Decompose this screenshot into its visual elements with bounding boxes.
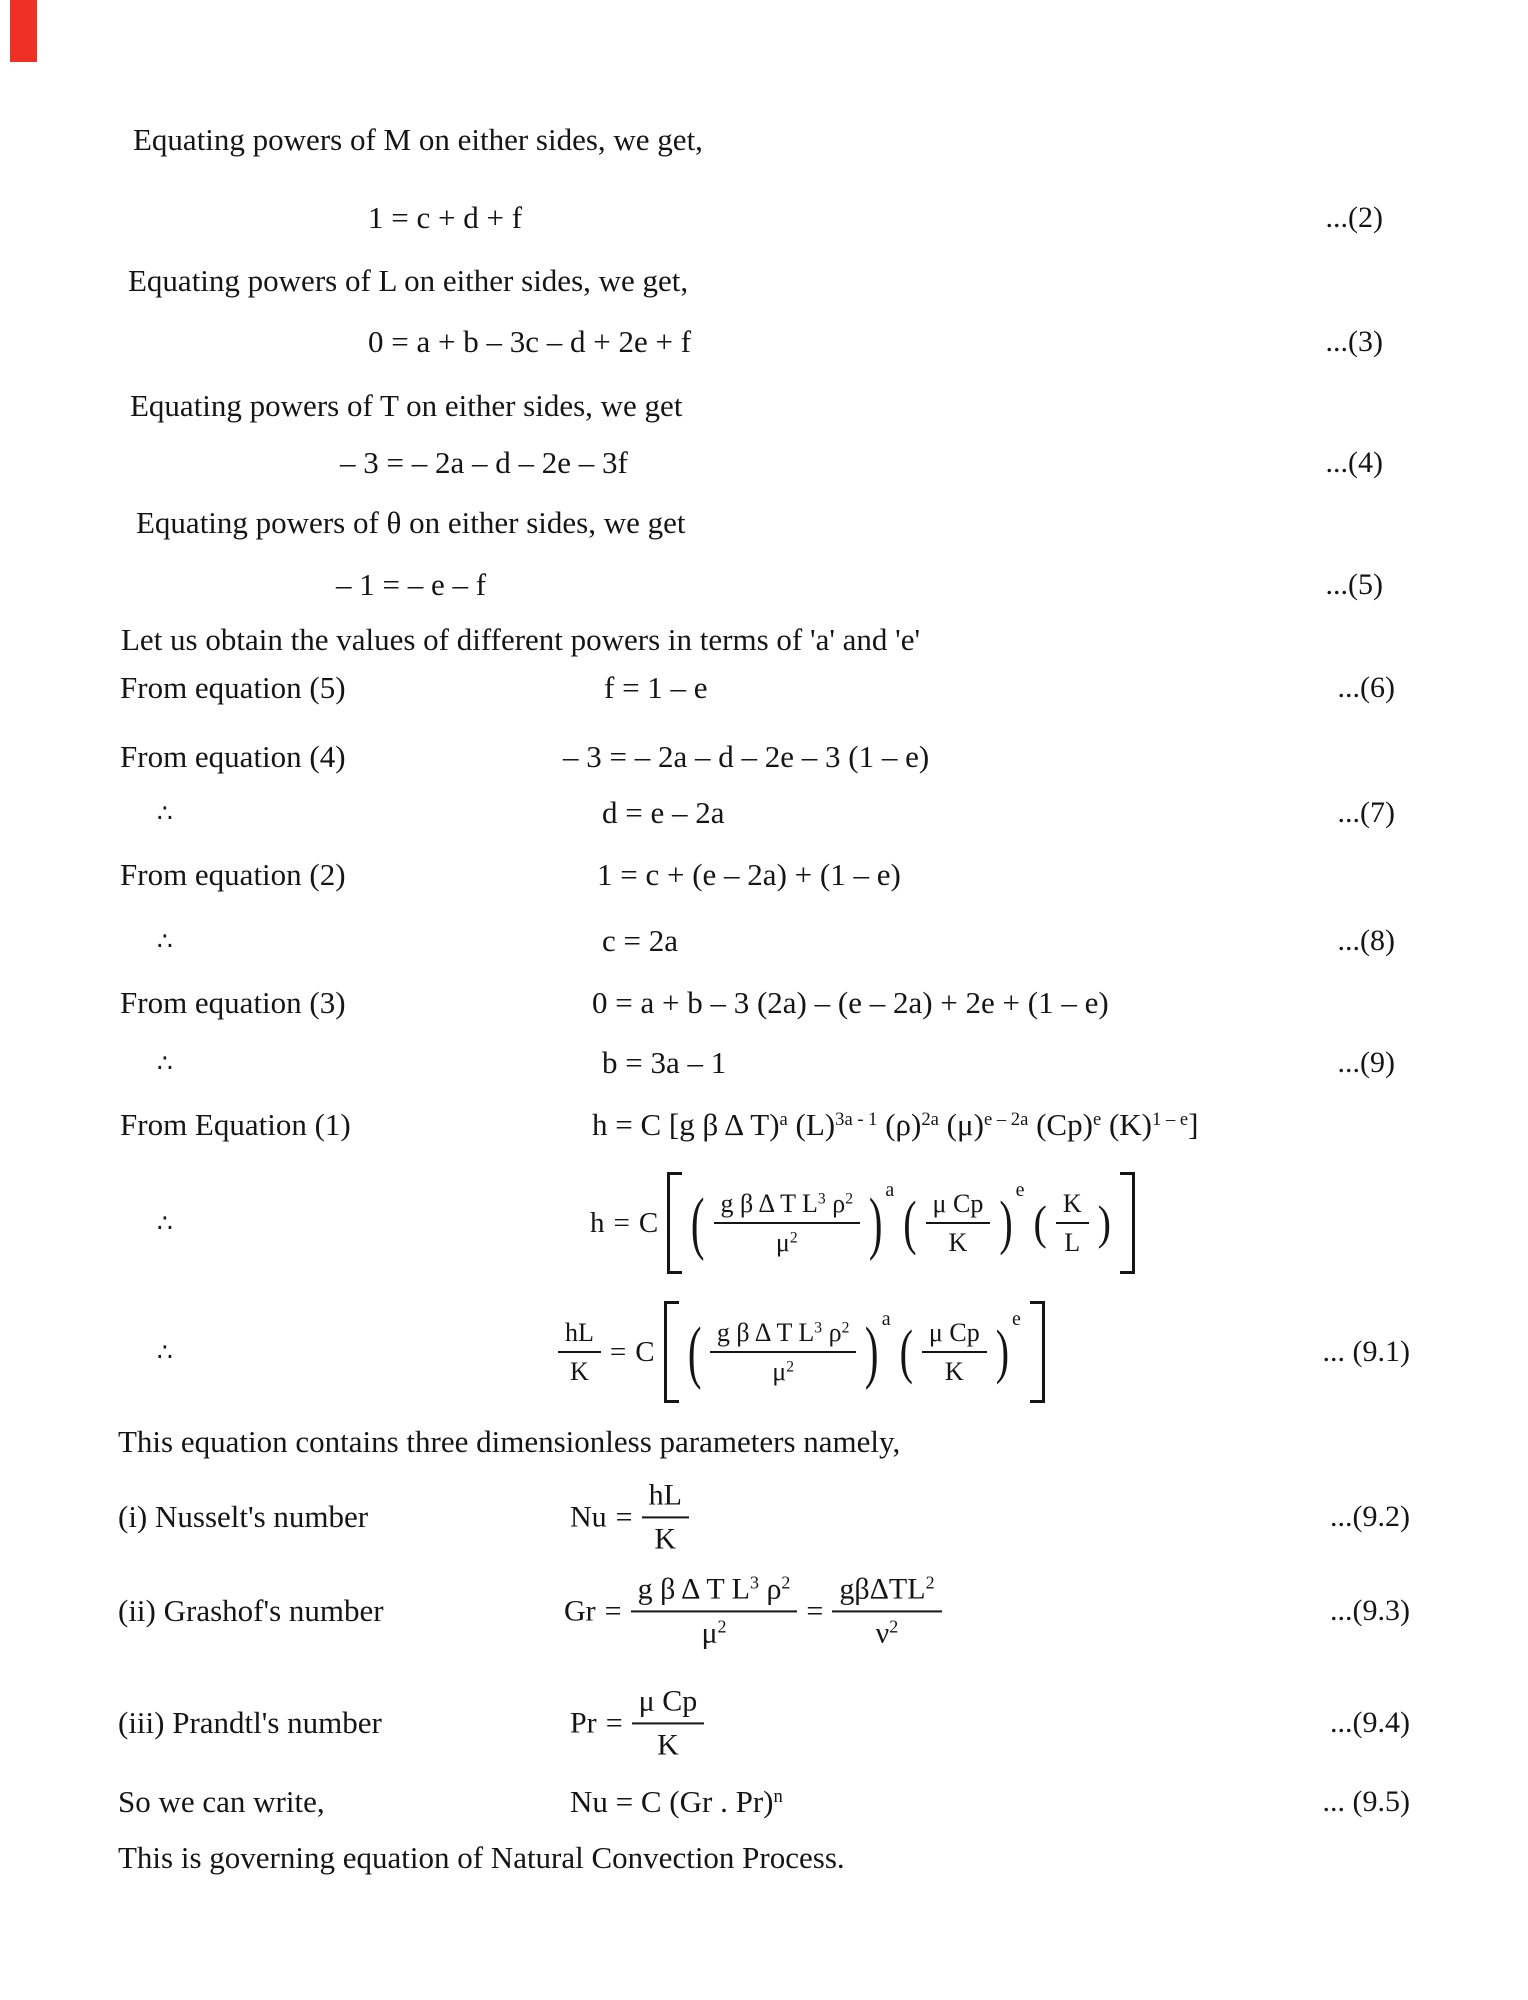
equation-line-3 — [0, 320, 1528, 364]
therefore-symbol: ∴ — [157, 798, 173, 828]
derivation-line — [0, 853, 1528, 897]
fraction: $\frac{g \beta \Delta T L^3 \rho^2}{\mu^2}$ — [714, 1189, 860, 1257]
equation-source-label: From equation (3) — [120, 985, 346, 1020]
square-bracket — [664, 1301, 679, 1403]
equation-number: ...(3) — [1325, 325, 1383, 358]
equation: – 1 = – e – f — [336, 567, 487, 602]
fraction: $\frac{g \beta \Delta T L^3 \rho^2}{\mu^2}$ — [710, 1318, 856, 1386]
equation: Nu = $\frac{hL}{K}$ — [570, 1478, 689, 1555]
body-text: Equating powers of M on either sides, we get, — [133, 122, 703, 157]
therefore-symbol: ∴ — [157, 1337, 173, 1367]
therefore-symbol: ∴ — [157, 926, 173, 956]
body-text: Equating powers of T on either sides, we get — [130, 388, 683, 423]
text-line — [0, 1836, 1528, 1880]
square-bracket — [667, 1172, 682, 1274]
text-line — [0, 501, 1528, 545]
text-line — [0, 118, 1528, 162]
equation: Gr = $\frac{g \beta \Delta T L^3 \rho^2}{\mu^2}$ = $\frac{g\beta\Delta TL^2}{\nu^2}$ — [564, 1572, 942, 1649]
fraction: $\frac{K}{L}$ — [1056, 1189, 1089, 1257]
equation-line-9-4 — [0, 1682, 1528, 1764]
equation: $\frac{hL}{K}$ = C ( $\frac{g \beta \Delta T L^3 \rho^2}{\mu^2}$ ) a ( $\frac{\text{μ Cp}}{K}$ ) e — [558, 1301, 1045, 1403]
equation: 0 = a + b – 3 (2a) – (e – 2a) + 2e + (1 – e) — [592, 985, 1109, 1020]
therefore-symbol: ∴ — [157, 1048, 173, 1078]
equation: 1 = c + (e – 2a) + (1 – e) — [597, 857, 901, 892]
text-line — [0, 618, 1528, 662]
fraction: $\frac{hL}{K}$ — [642, 1478, 689, 1555]
fraction: $\frac{g \beta \Delta T L^3 \rho^2}{\mu^2}$ — [631, 1572, 798, 1649]
equation-number: ...(8) — [1337, 924, 1395, 957]
equation-line-9-5 — [0, 1780, 1528, 1824]
equation: Nu = C (Gr . Pr)$^n$ — [570, 1784, 783, 1819]
equation-line-2 — [0, 196, 1528, 240]
parameter-label: (iii) Prandtl's number — [118, 1705, 382, 1740]
equation: h = C [g β Δ T)$^a$ $(L)^{3a - 1}$ $(\rho)^{2a}$ $(\mu)^{e - 2a}$ $(Cp)^e$ $(K)^{1 - e}$] — [592, 1107, 1199, 1142]
body-text: This is governing equation of Natural Convection Process. — [118, 1840, 845, 1875]
body-text: This equation contains three dimensionless parameters namely, — [118, 1424, 901, 1459]
equation: 0 = a + b – 3c – d + 2e + f — [368, 324, 692, 359]
text-line — [0, 1420, 1528, 1464]
body-text: Let us obtain the values of different powers in terms of 'a' and 'e' — [121, 622, 921, 657]
equation: – 3 = – 2a – d – 2e – 3f — [340, 445, 628, 480]
therefore-symbol: ∴ — [157, 1208, 173, 1238]
text-line — [0, 259, 1528, 303]
equation-number: ...(2) — [1325, 201, 1383, 234]
equation-source-label: From equation (4) — [120, 739, 346, 774]
equation: b = 3a – 1 — [602, 1045, 727, 1080]
equation-number: ...(9) — [1337, 1046, 1395, 1079]
red-scan-mark — [10, 0, 37, 62]
fraction: $\frac{\text{μ Cp}}{K}$ — [632, 1684, 705, 1761]
fraction: $\frac{hL}{K}$ — [558, 1318, 601, 1386]
equation-number: ... (9.5) — [1322, 1785, 1410, 1818]
equation-source-label: From Equation (1) — [120, 1107, 351, 1142]
equation: 1 = c + d + f — [368, 200, 523, 235]
equation-source-label: From equation (5) — [120, 670, 346, 705]
equation: f = 1 – e — [604, 670, 708, 705]
body-text: Equating powers of θ on either sides, we get — [136, 505, 686, 540]
square-bracket — [1030, 1301, 1045, 1403]
equation-source-label: From equation (2) — [120, 857, 346, 892]
parameter-label: (i) Nusselt's number — [118, 1499, 369, 1534]
equation: h = C ( $\frac{g \beta \Delta T L^3 \rho^2}{\mu^2}$ ) a ( $\frac{\text{μ Cp}}{K}$ ) e ( $\frac{K}{L}$ ) — [590, 1172, 1135, 1274]
equation-number: ...(7) — [1337, 796, 1395, 829]
equation-line-8 — [0, 919, 1528, 963]
equation-number: ... (9.1) — [1322, 1335, 1410, 1368]
fraction: $\frac{\text{μ Cp}}{K}$ — [926, 1189, 991, 1257]
square-bracket — [1120, 1172, 1135, 1274]
equation-line-6 — [0, 666, 1528, 710]
equation: c = 2a — [602, 923, 679, 958]
equation-line-9 — [0, 1041, 1528, 1085]
intro-label: So we can write, — [118, 1784, 325, 1819]
equation-line-h-full — [0, 1168, 1528, 1278]
equation-number: ...(9.4) — [1330, 1706, 1410, 1739]
equation: – 3 = – 2a – d – 2e – 3 (1 – e) — [563, 739, 930, 774]
fraction: $\frac{g\beta\Delta TL^2}{\nu^2}$ — [832, 1572, 941, 1649]
equation-line-5 — [0, 563, 1528, 607]
text-line — [0, 384, 1528, 428]
parameter-label: (ii) Grashof's number — [118, 1593, 384, 1628]
derivation-line — [0, 1103, 1528, 1147]
equation: d = e – 2a — [602, 795, 725, 830]
equation-number: ...(9.2) — [1330, 1500, 1410, 1533]
equation-line-9-3 — [0, 1566, 1528, 1656]
equation-number: ...(4) — [1325, 446, 1383, 479]
derivation-line — [0, 735, 1528, 779]
equation-line-4 — [0, 441, 1528, 485]
body-text: Equating powers of L on either sides, we get, — [128, 263, 689, 298]
equation-number: ...(5) — [1325, 568, 1383, 601]
equation-line-9-2 — [0, 1477, 1528, 1557]
equation-line-7 — [0, 791, 1528, 835]
equation-number: ...(9.3) — [1330, 1594, 1410, 1627]
equation-number: ...(6) — [1337, 671, 1395, 704]
derivation-line — [0, 981, 1528, 1025]
fraction: $\frac{\text{μ Cp}}{K}$ — [922, 1318, 987, 1386]
equation-line-9-1 — [0, 1297, 1528, 1407]
equation: Pr = $\frac{\text{μ Cp}}{K}$ — [570, 1684, 704, 1761]
